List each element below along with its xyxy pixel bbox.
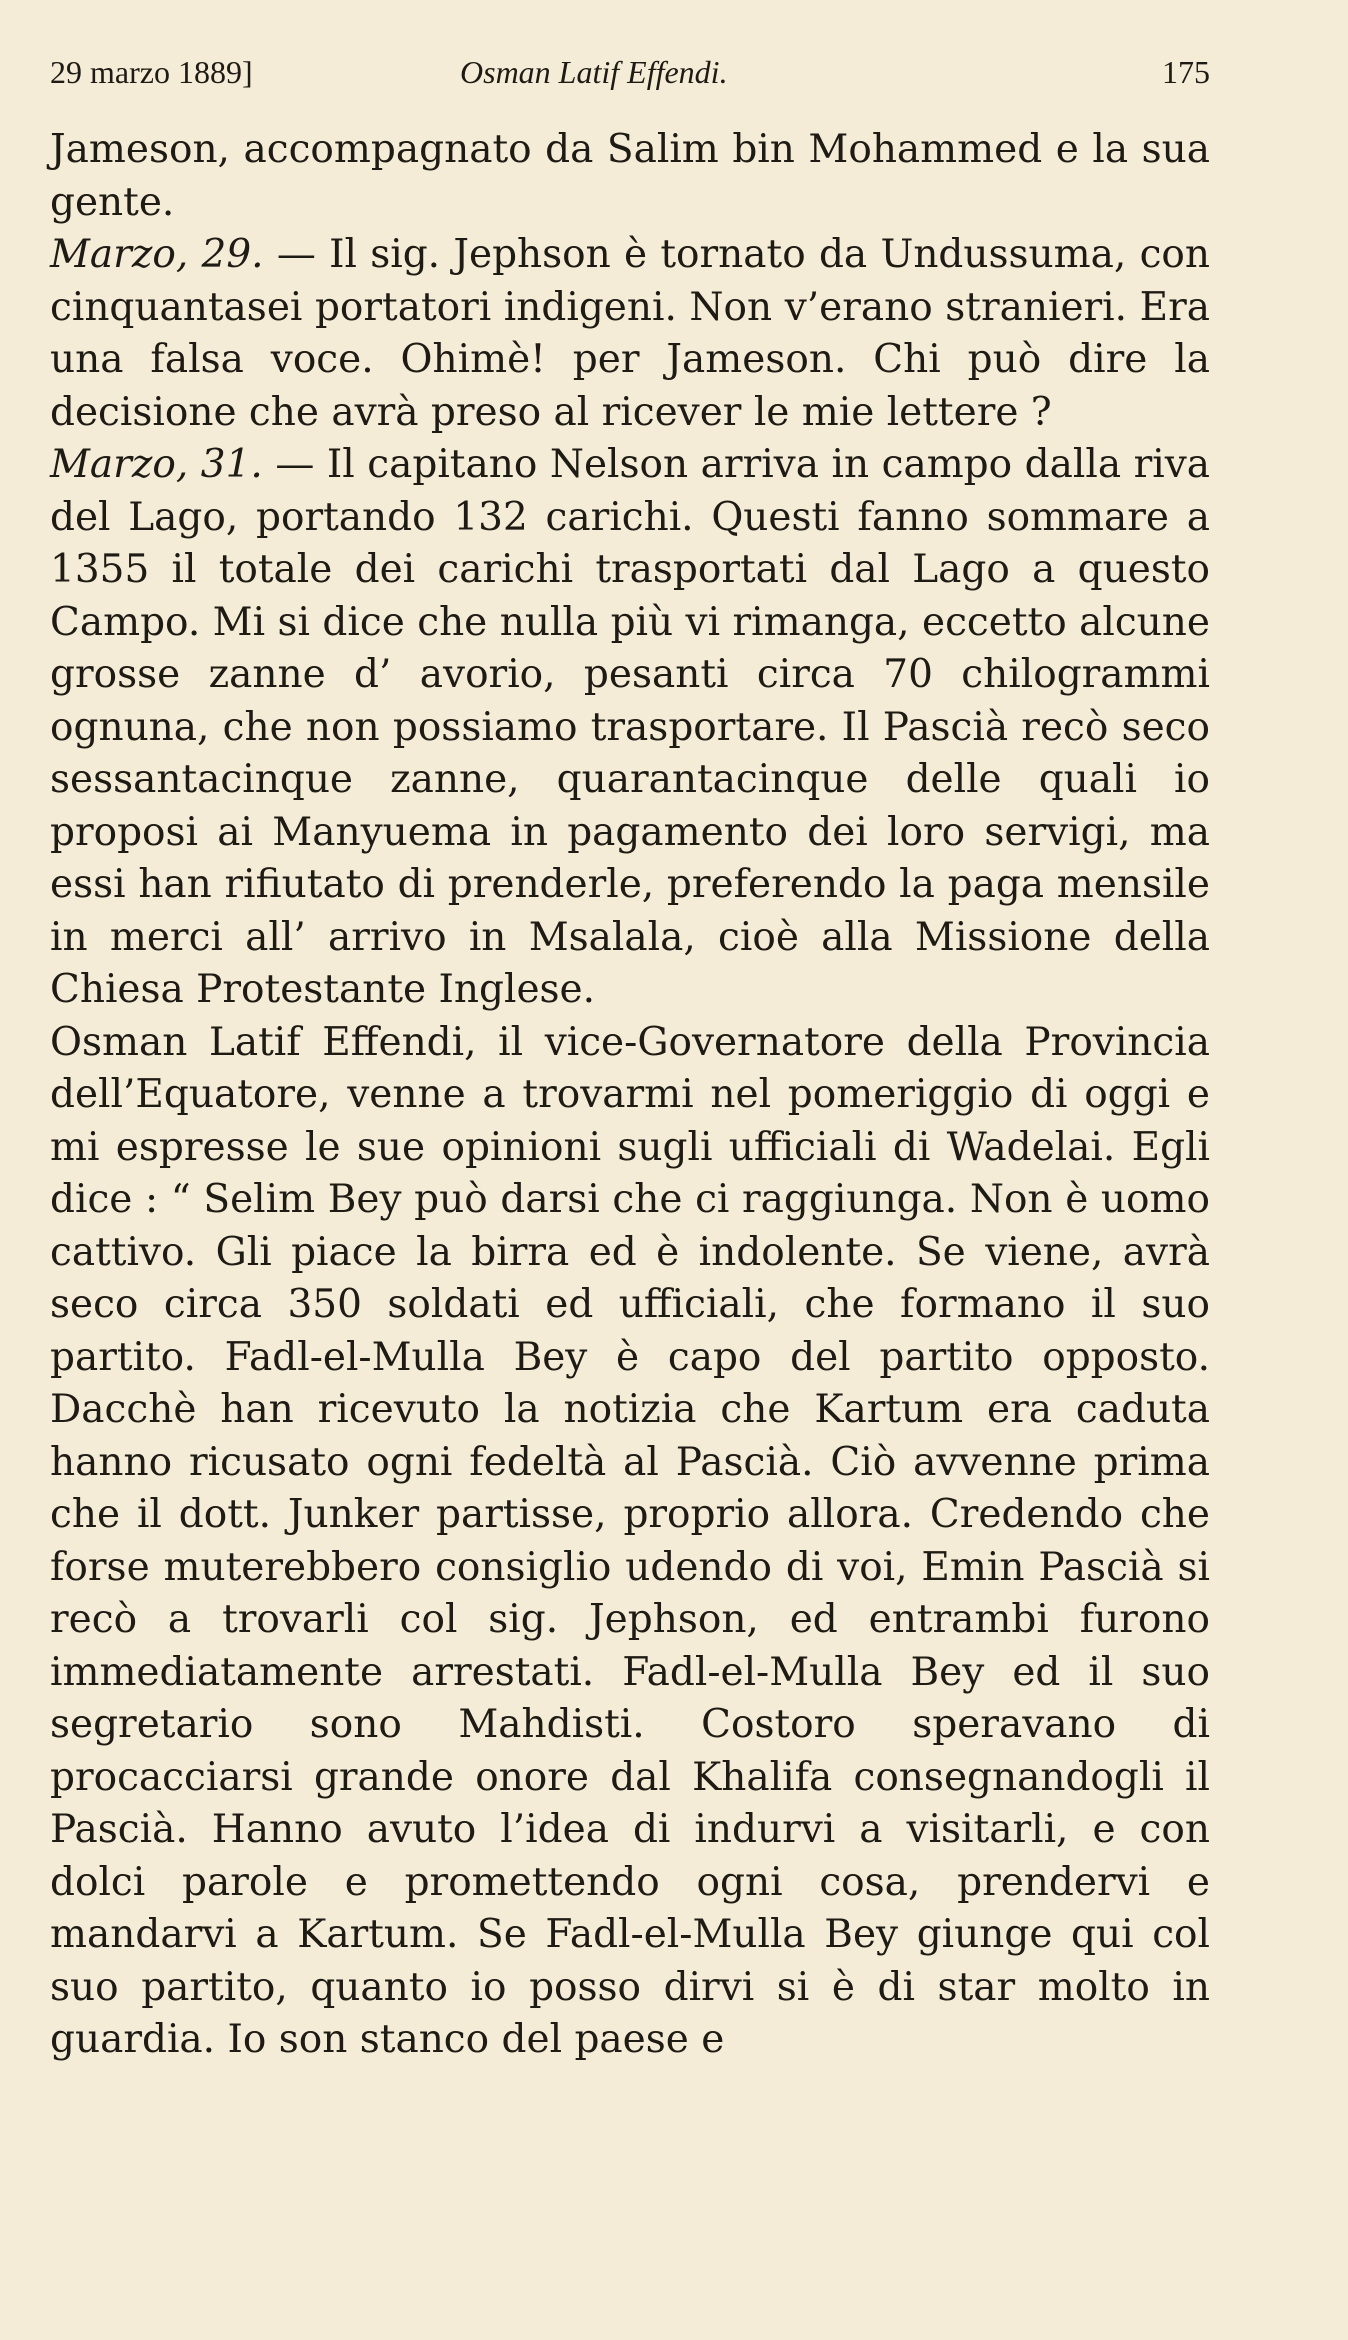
running-header <box>50 48 1210 100</box>
header-date: 29 marzo 1889] <box>50 54 253 90</box>
book-page <box>50 48 1210 2067</box>
paragraph-3-text: — Il capitano Nelson arriva in campo dalla riva del Lago, portando 132 carichi. Questi fanno sommare a 1355 il totale dei carichi trasportati dal Lago a questo Campo. Mi si dice che nulla più vi rimanga, eccetto alcune grosse zanne d’ avorio, pesanti circa 70 chilogrammi ognuna, che non possiamo trasportare. Il Pascià recò seco sessantacinque zanne, quarantacinque delle quali io proposi ai Manyuema in pagamento dei loro servigi, ma essi han rifiutato di prenderle, preferendo la paga mensile in merci all’ arrivo in Msalala, cioè alla Missione della Chiesa Protestante Inglese. <box>50 442 1210 1012</box>
paragraph-1 <box>50 124 1210 229</box>
header-title: Osman Latif Effendi. <box>460 54 728 90</box>
paragraph-2-text: — Il sig. Jephson è tornato da Undussuma, con cinquantasei portatori indigeni. Non v’erano stranieri. Era una falsa voce. Ohimè! per Jameson. Chi può dire la decisione che avrà preso al ricever le mie lettere ? <box>50 232 1211 435</box>
paragraph-2 <box>50 229 1210 439</box>
paragraph-4-text: Osman Latif Effendi, il vice-Governatore della Provincia dell’Equatore, venne a trovarmi nel pomeriggio di oggi e mi espresse le sue opinioni sugli ufficiali di Wadelai. Egli dice : “ Selim Bey può darsi che ci raggiunga. Non è uomo cattivo. Gli piace la birra ed è indolente. Se viene, avrà seco circa 350 soldati ed ufficiali, che formano il suo partito. Fadl-el-Mulla Bey è capo del partito opposto. Dacchè han ricevuto la notizia che Kartum era caduta hanno ricusato ogni fedeltà al Pascià. Ciò avvenne prima che il dott. Junker partisse, proprio allora. Credendo che forse muterebbero consiglio udendo di voi, Emin Pascià si recò a trovarli col sig. Jephson, ed entrambi furono immediatamente arrestati. Fadl-el-Mulla Bey ed il suo segretario sono Mahdisti. Costoro speravano di procacciarsi grande onore dal Khalifa consegnandogli il Pascià. Hanno avuto l’idea di indurvi a visitarli, e con dolci parole e promettendo ogni cosa, prendervi e mandarvi a Kartum. Se Fadl-el-Mulla Bey giunge qui col suo partito, quanto io posso dirvi si è di star molto in guardia. Io son stanco del paese e <box>50 1019 1210 2062</box>
paragraph-1-text: Jameson, accompagnato da Salim bin Mohammed e la sua gente. <box>50 127 1210 225</box>
entry-date-29: Marzo, 29. <box>50 232 264 277</box>
paragraph-3 <box>50 439 1210 1017</box>
paragraph-4 <box>50 1017 1210 2067</box>
page-number: 175 <box>1162 54 1210 90</box>
body-text <box>50 124 1210 2067</box>
entry-date-31: Marzo, 31. <box>50 442 263 487</box>
